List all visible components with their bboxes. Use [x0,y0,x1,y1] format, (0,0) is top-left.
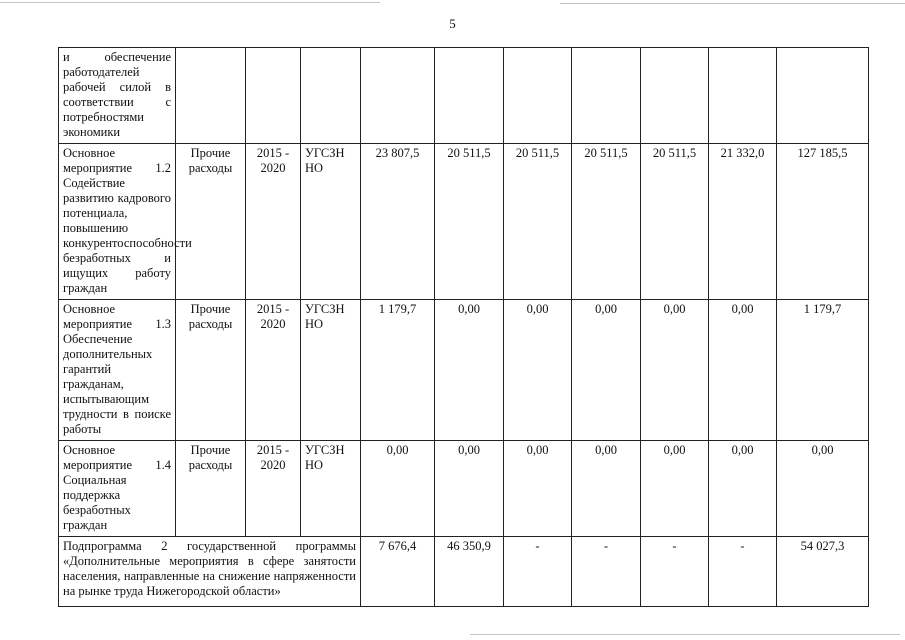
scan-edge-line-left [0,2,380,3]
value-cell: 0,00 [641,441,709,537]
executor: УГСЗН НО [301,441,361,537]
value-cell: 0,00 [572,300,641,441]
value-cell: - [504,537,572,607]
scan-bottom-line [470,634,900,635]
value-cell: 20 511,5 [572,144,641,300]
value-cell: 0,00 [641,300,709,441]
period: 2015 - 2020 [246,144,301,300]
value-cell: 7 676,4 [361,537,435,607]
value-cell: 1 179,7 [361,300,435,441]
total-cell: 1 179,7 [777,300,869,441]
period: 2015 - 2020 [246,441,301,537]
value-cell: 0,00 [709,441,777,537]
value-cell: 21 332,0 [709,144,777,300]
period: 2015 - 2020 [246,300,301,441]
value-cell: 23 807,5 [361,144,435,300]
value-cell: 20 511,5 [435,144,504,300]
value-cell: 0,00 [435,300,504,441]
value-cell: - [709,537,777,607]
page-number: 5 [449,16,456,31]
subprogram-title: Подпрограмма 2 государственной программы «Дополнительные мероприятия в сфере занятости населения, направленные на снижение напряженности на рынке труда Нижегородской области» [59,537,361,607]
total-cell: 54 027,3 [777,537,869,607]
funding-source: Прочие расходы [176,441,246,537]
executor: УГСЗН НО [301,300,361,441]
subprogram-row [59,537,869,607]
scan-edge-line-right [560,3,905,4]
funding-source: Прочие расходы [176,300,246,441]
table-row-continuation [59,48,869,144]
value-cell: 20 511,5 [504,144,572,300]
continuation-cell: и обеспечение работодателей рабочей силой в соответствии с потребностями экономики [59,48,176,144]
funding-source: Прочие расходы [176,144,246,300]
value-cell: 20 511,5 [641,144,709,300]
measure-name: Основное мероприятие 1.3 Обеспечение дополнительных гарантий гражданам, испытывающим трудности в поиске работы [59,300,176,441]
value-cell: 0,00 [709,300,777,441]
table-row [59,144,869,300]
executor: УГСЗН НО [301,144,361,300]
table-row [59,300,869,441]
value-cell: 0,00 [504,441,572,537]
total-cell: 0,00 [777,441,869,537]
table-row [59,441,869,537]
value-cell: 46 350,9 [435,537,504,607]
measure-name: Основное мероприятие 1.4 Социальная поддержка безработных граждан [59,441,176,537]
value-cell: 0,00 [572,441,641,537]
total-cell: 127 185,5 [777,144,869,300]
value-cell: 0,00 [361,441,435,537]
measure-name: Основное мероприятие 1.2 Содействие развитию кадрового потенциала, повышению конкурентоспособности безработных и ищущих работу граждан [59,144,176,300]
value-cell: 0,00 [504,300,572,441]
value-cell: - [572,537,641,607]
value-cell: - [641,537,709,607]
value-cell: 0,00 [435,441,504,537]
budget-table [58,47,869,607]
